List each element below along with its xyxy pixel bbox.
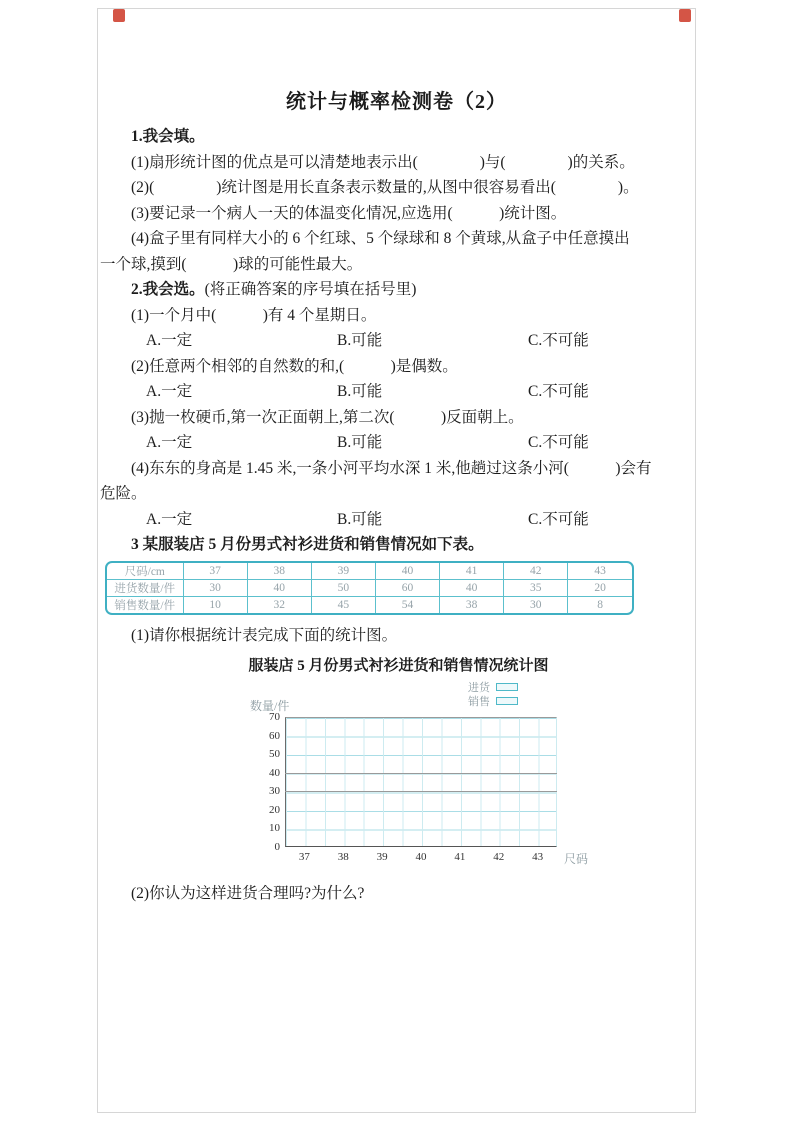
option-a: A.一定 [146,383,193,400]
y-tick: 40 [269,766,280,779]
q2-options-row-3 [100,430,697,456]
x-tick: 43 [532,851,544,863]
x-axis-label: 尺码 [564,852,589,866]
q2-item-2: (2)任意两个相邻的自然数的和,( )是偶数。 [131,357,458,375]
red-stamp-right-icon [679,9,691,22]
table-cell: 45 [311,596,375,613]
q2-options-row-2 [100,379,697,405]
table-header-cell: 尺码/cm [107,563,183,580]
q2-item-4-line2: 危险。 [100,485,147,502]
option-b: B.可能 [337,332,383,349]
q2-heading-number: 2.我会选。 [131,281,205,298]
table-cell: 39 [311,563,375,580]
red-stamp-left-icon [113,9,125,22]
table-cell: 54 [375,596,439,613]
q1-blank-1: (1)扇形统计图的优点是可以清楚地表示出( )与( )的关系。 [131,153,635,171]
option-b: B.可能 [337,383,383,400]
table-cell: 40 [440,579,504,596]
option-c: C.不可能 [528,332,589,349]
legend-swatch-sales [496,697,518,705]
y-tick: 70 [269,711,280,723]
q1-blank-2: (2)( )统计图是用长直条表示数量的,从图中很容易看出( )。 [131,179,639,196]
chart-title: 服装店 5 月份男式衬衫进货和销售情况统计图 [248,658,549,674]
table-cell: 10 [183,596,247,613]
x-tick: 39 [376,851,388,863]
table-cell: 32 [247,596,311,613]
table-cell: 20 [568,579,632,596]
legend-swatch-purchase [496,683,518,691]
q2-heading-note: (将正确答案的序号填在括号里) [204,281,417,298]
option-c: C.不可能 [528,510,589,528]
option-a: A.一定 [146,510,193,528]
q1-blank-4-line2: 一个球,摸到( )球的可能性最大。 [100,255,363,273]
chart-grid [285,717,557,847]
statistics-chart [100,655,697,877]
page-title: 统计与概率检测卷（2） [286,91,507,113]
q3-heading: 3 某服装店 5 月份男式衬衫进货和销售情况如下表。 [131,536,484,553]
y-axis-label: 数量/件 [250,699,290,713]
table-cell: 37 [183,563,247,580]
table-cell: 38 [247,563,311,580]
table-cell: 30 [504,596,568,613]
q1-heading: 1.我会填。 [131,128,205,145]
q3-sub1: (1)请你根据统计表完成下面的统计图。 [131,626,398,644]
option-c: C.不可能 [528,383,589,400]
y-tick: 10 [269,822,280,835]
chart-area [100,677,697,877]
table-header-cell: 销售数量/件 [107,596,183,613]
option-a: A.一定 [146,332,193,349]
table-cell: 30 [183,579,247,596]
q1-blank-3: (3)要记录一个病人一天的体温变化情况,应选用( )统计图。 [131,204,567,222]
table-cell: 38 [440,596,504,613]
legend-label: 进货 [468,682,490,694]
x-tick: 38 [337,851,349,863]
option-c: C.不可能 [528,434,589,451]
y-tick: 20 [269,803,280,816]
legend-entry-purchase [468,680,518,694]
x-tick: 42 [493,851,505,863]
table-cell: 40 [247,579,311,596]
q2-options-row-1 [100,328,697,354]
x-tick: 37 [298,851,310,863]
x-tick: 41 [454,851,466,863]
q1-blank-4-line1: (4)盒子里有同样大小的 6 个红球、5 个绿球和 8 个黄球,从盒子中任意摸出 [131,230,630,247]
y-tick: 0 [274,841,280,853]
table-cell: 50 [311,579,375,596]
table-cell: 60 [375,579,439,596]
gridline-40 [285,773,557,774]
page-border [97,8,696,1113]
q3-sub2: (2)你认为这样进货合理吗?为什么? [131,885,365,902]
y-tick: 60 [269,729,280,742]
table-cell: 43 [568,563,632,580]
table-cell: 40 [375,563,439,580]
chart-legend [468,680,518,708]
table-cell: 42 [504,563,568,580]
q2-item-1: (1)一个月中( )有 4 个星期日。 [131,306,377,324]
x-tick: 40 [415,851,427,863]
table-cell: 8 [568,596,632,613]
legend-label: 销售 [468,696,490,708]
q2-item-3: (3)抛一枚硬币,第一次正面朝上,第二次( )反面朝上。 [131,408,524,426]
y-tick: 50 [269,748,280,761]
q2-item-4-line1: (4)东东的身高是 1.45 米,一条小河平均水深 1 米,他趟过这条小河( )会有 [131,459,652,477]
option-b: B.可能 [337,434,383,451]
gridline-30 [285,791,557,792]
option-a: A.一定 [146,434,193,451]
option-b: B.可能 [337,510,383,528]
table-header-cell: 进货数量/件 [107,579,183,596]
y-tick: 30 [269,785,280,798]
table-cell: 35 [504,579,568,596]
table-cell: 41 [440,563,504,580]
q2-options-row-4 [100,507,697,533]
legend-entry-sales [468,694,518,708]
